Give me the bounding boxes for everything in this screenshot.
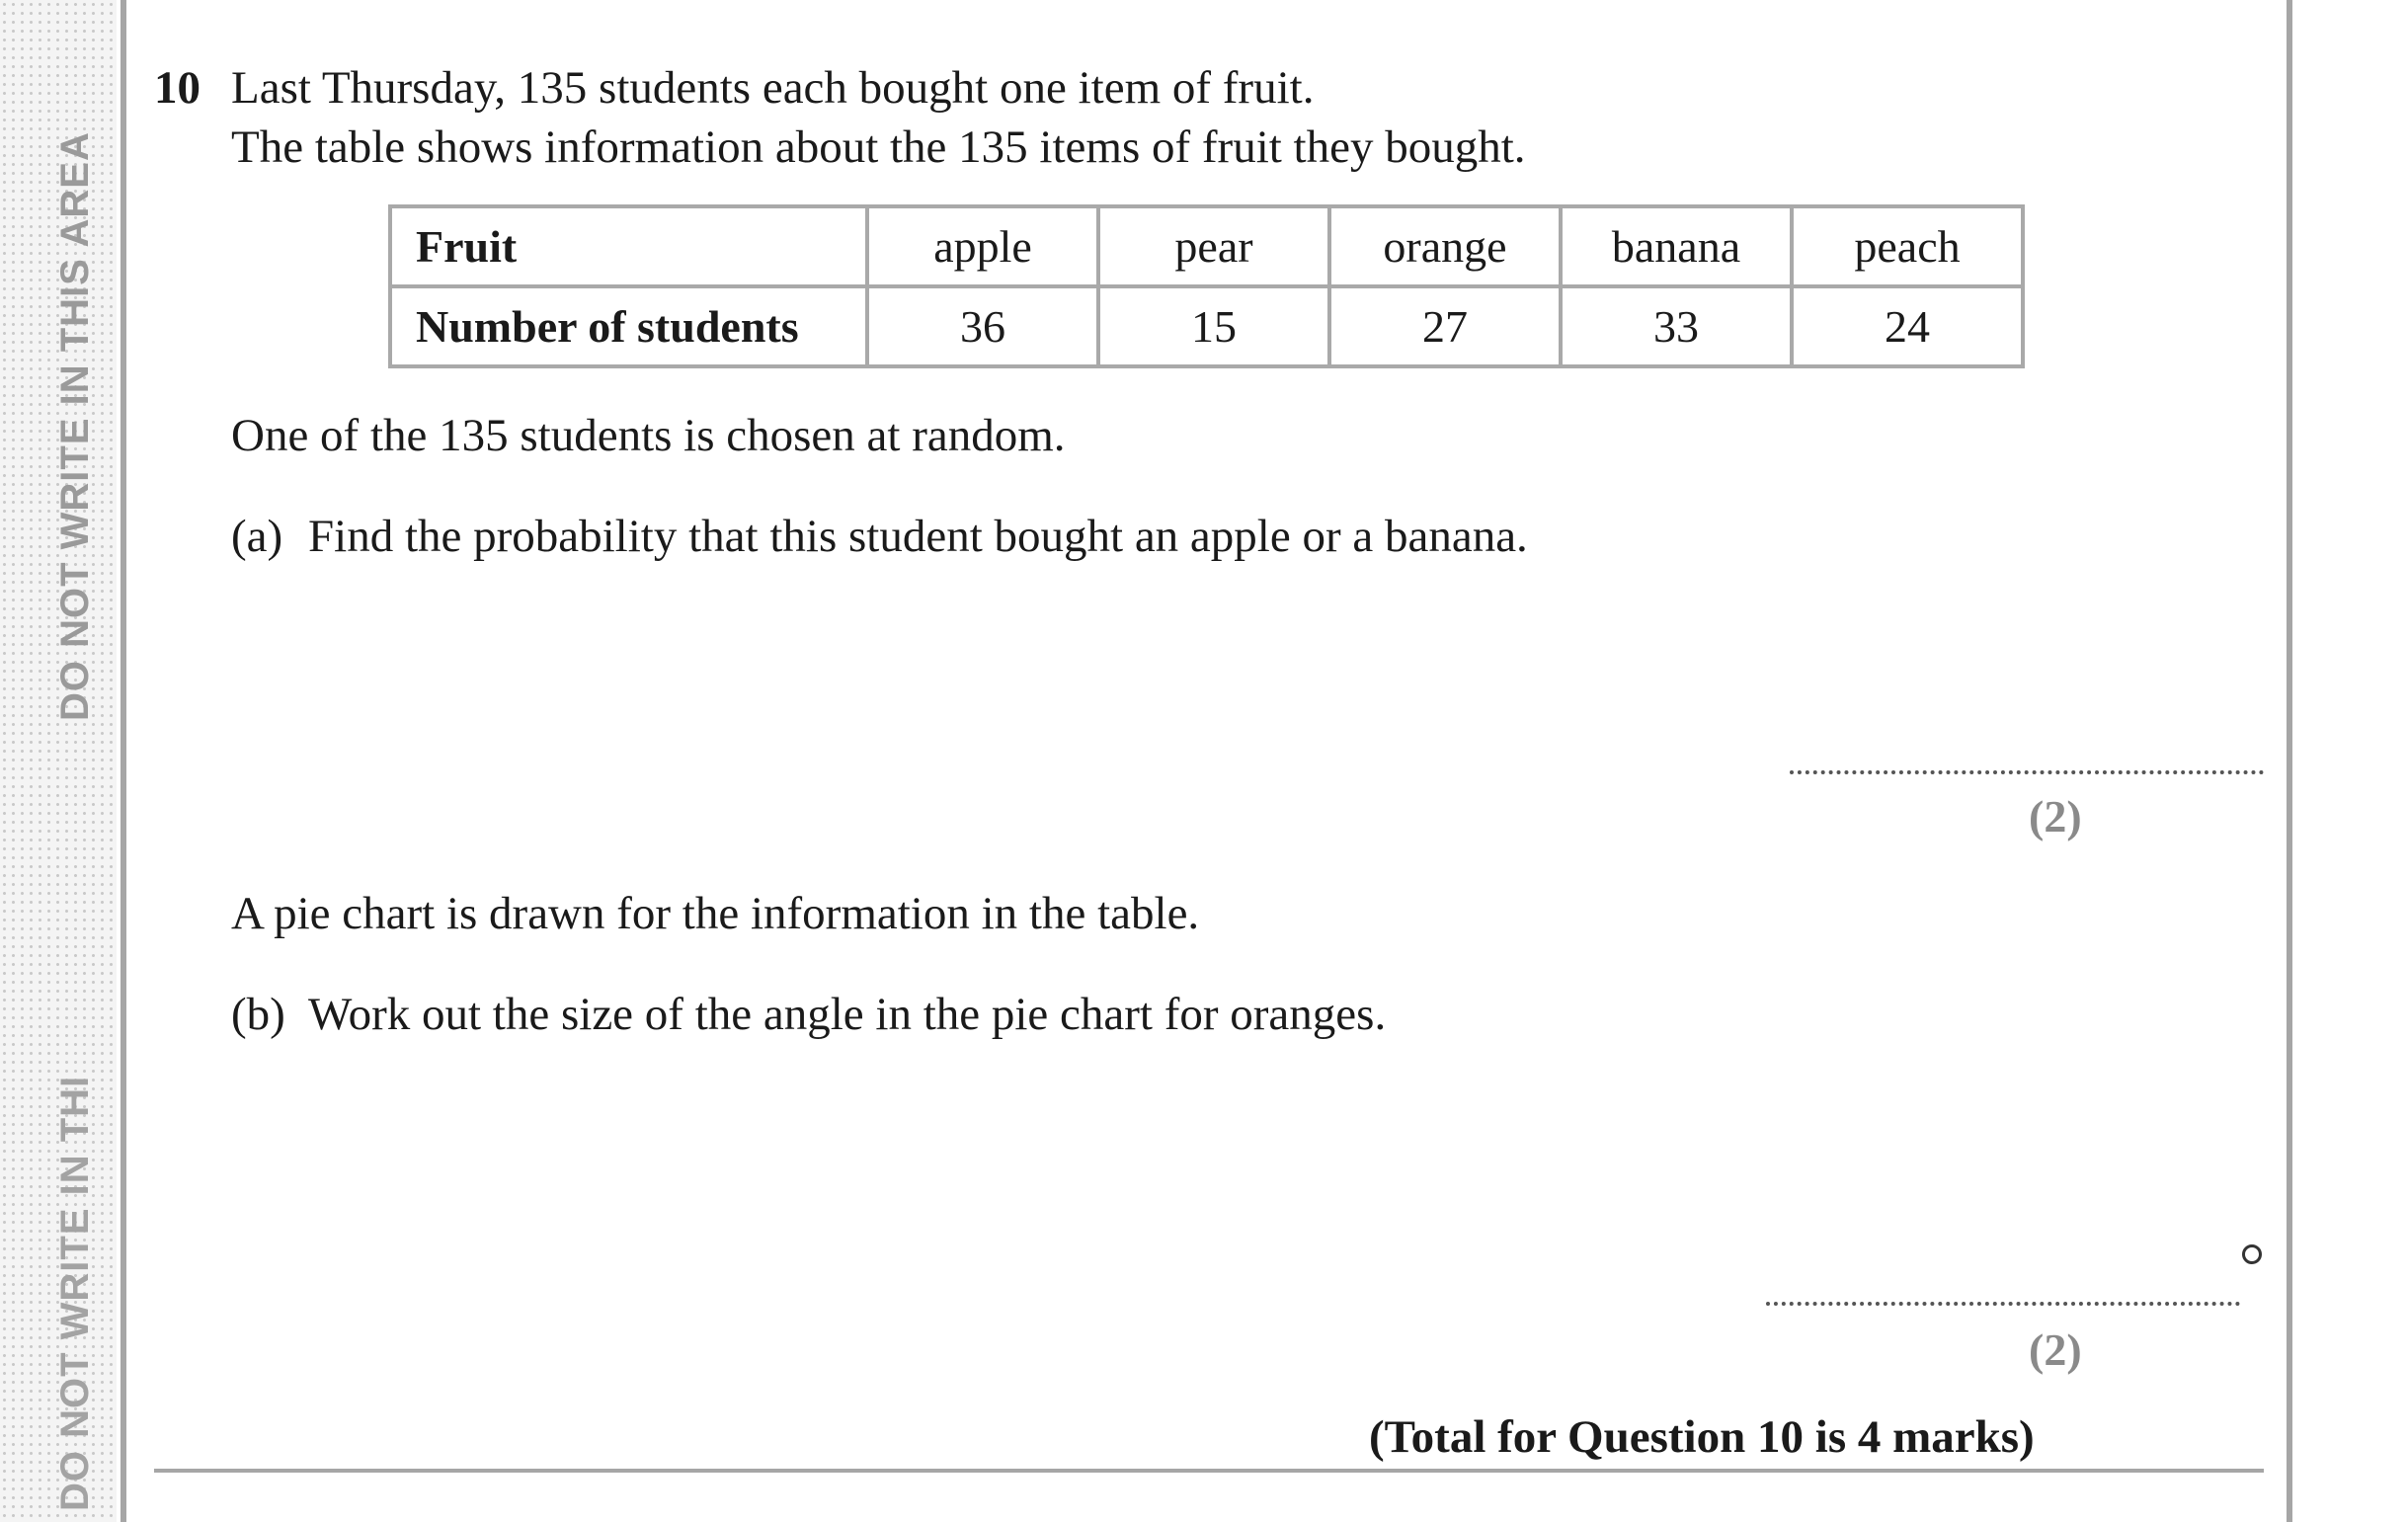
table-header-students: Number of students bbox=[390, 286, 867, 366]
table-cell: peach bbox=[1792, 206, 2023, 286]
answer-line-b[interactable] bbox=[1766, 1302, 2240, 1306]
margin-warning-bottom: DO NOT WRITE IN THI bbox=[53, 1075, 97, 1511]
right-border-line bbox=[2287, 0, 2292, 1522]
answer-line-a[interactable] bbox=[1790, 770, 2264, 774]
part-b-text: Work out the size of the angle in the pie chart for oranges. bbox=[308, 989, 1387, 1040]
left-border-line bbox=[120, 0, 126, 1522]
part-a-marks: (2) bbox=[2029, 791, 2082, 841]
table-row bbox=[390, 286, 2023, 366]
table-cell: orange bbox=[1329, 206, 1561, 286]
degree-symbol-icon bbox=[2242, 1244, 2262, 1264]
table-cell: 15 bbox=[1098, 286, 1329, 366]
intro-line-2: The table shows information about the 135 items of fruit they bought. bbox=[231, 121, 1526, 173]
table-cell: 36 bbox=[867, 286, 1098, 366]
part-b-question bbox=[231, 988, 1386, 1041]
table-cell: apple bbox=[867, 206, 1098, 286]
table-cell: 27 bbox=[1329, 286, 1561, 366]
table-cell: pear bbox=[1098, 206, 1329, 286]
table-cell: banana bbox=[1561, 206, 1792, 286]
part-a-question bbox=[231, 510, 1528, 563]
table-row bbox=[390, 206, 2023, 286]
table-cell: 33 bbox=[1561, 286, 1792, 366]
fruit-table bbox=[388, 204, 2025, 368]
intro-line-1: Last Thursday, 135 students each bought one item of fruit. bbox=[231, 62, 1315, 114]
table-header-fruit: Fruit bbox=[390, 206, 867, 286]
part-b-label: (b) bbox=[231, 989, 285, 1040]
part-a-label: (a) bbox=[231, 511, 283, 562]
pie-chart-line: A pie chart is drawn for the information in the table. bbox=[231, 888, 1200, 939]
total-marks: (Total for Question 10 is 4 marks) bbox=[1369, 1411, 2035, 1463]
margin-warning-top: DO NOT WRITE IN THIS AREA bbox=[53, 131, 97, 721]
random-choice-line: One of the 135 students is chosen at random. bbox=[231, 410, 1066, 461]
bottom-rule bbox=[154, 1469, 2264, 1473]
question-number: 10 bbox=[154, 62, 201, 114]
table-cell: 24 bbox=[1792, 286, 2023, 366]
part-a-text: Find the probability that this student bought an apple or a banana. bbox=[308, 511, 1528, 562]
part-b-marks: (2) bbox=[2029, 1324, 2082, 1375]
